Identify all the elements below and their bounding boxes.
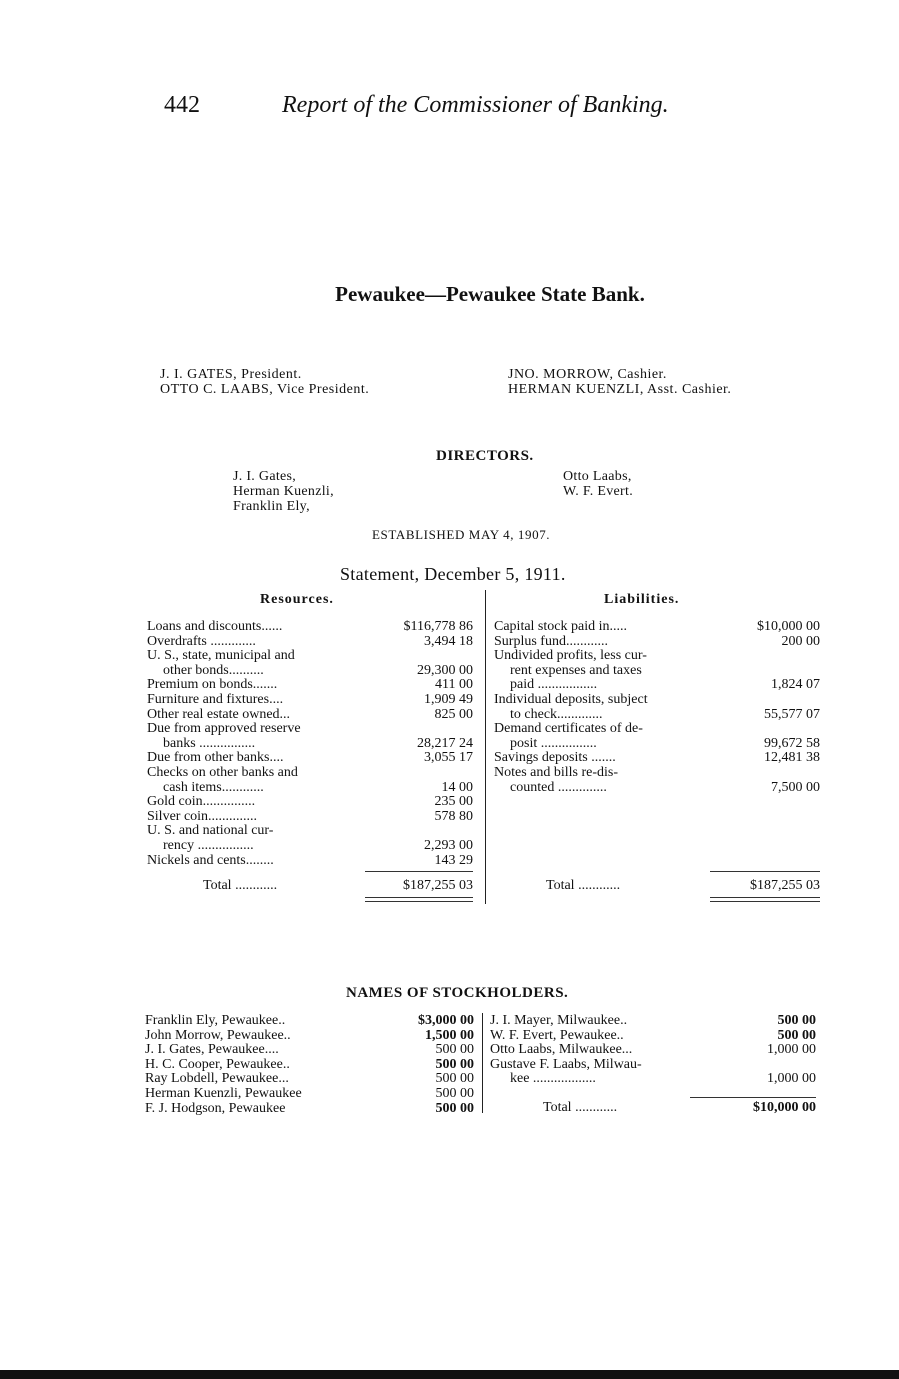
list-item: F. J. Hodgson, Pewaukee 500 00: [145, 1100, 474, 1116]
resources-total-row: Total ............ $187,255 03: [203, 878, 473, 893]
stockholders-total-row: Total ............ $10,000 00: [543, 1100, 816, 1115]
resources-table: [147, 620, 473, 868]
table-row: Checks on other banks and: [147, 764, 298, 780]
director-name: Otto Laabs,: [563, 469, 632, 484]
table-row: banks ................ 28,217 24: [163, 735, 473, 751]
liabilities-subtotal-rule: [710, 871, 820, 872]
table-row: Notes and bills re-dis-: [494, 764, 619, 780]
page-number: 442: [164, 92, 200, 118]
established-date: ESTABLISHED MAY 4, 1907.: [372, 527, 551, 542]
table-row: rent expenses and taxes: [510, 662, 642, 678]
list-item: Herman Kuenzli, Pewaukee 500 00: [145, 1085, 474, 1101]
director-name: W. F. Evert.: [563, 484, 634, 499]
resources-heading: Resources.: [260, 592, 334, 607]
liabilities-total-row: Total ............ $187,255 03: [546, 878, 820, 893]
table-row: other bonds.......... 29,300 00: [163, 662, 473, 678]
stockholders-right-list: [490, 1014, 816, 1087]
statement-title: Statement, December 5, 1911.: [340, 564, 566, 584]
list-item: Ray Lobdell, Pewaukee... 500 00: [145, 1071, 474, 1087]
resources-subtotal-rule: [365, 871, 473, 872]
list-item: J. I. Mayer, Milwaukee.. 500 00: [490, 1013, 816, 1028]
liabilities-table: [494, 620, 820, 795]
table-row: Individual deposits, subject: [494, 691, 648, 707]
table-row: rency ................ 2,293 00: [163, 837, 473, 853]
directors-left: [233, 469, 334, 514]
officer-vice-president: OTTO C. LAABS, Vice President.: [160, 382, 370, 397]
list-item: Franklin Ely, Pewaukee.. $3,000 00: [145, 1013, 474, 1028]
stockholders-column-divider: [482, 1013, 483, 1113]
list-item: J. I. Gates, Pewaukee.... 500 00: [145, 1042, 474, 1058]
running-title: Report of the Commissioner of Banking.: [282, 92, 669, 118]
officers-left: [160, 367, 369, 397]
statement-column-divider: [485, 590, 486, 904]
table-row: Other real estate owned... 825 00: [147, 706, 473, 722]
resources-total-rule: [365, 897, 473, 902]
table-row: Capital stock paid in..... $10,000 00: [494, 619, 820, 634]
table-row: U. S., state, municipal and: [147, 648, 295, 664]
table-row: Loans and discounts...... $116,778 86: [147, 619, 473, 634]
table-row: Premium on bonds....... 411 00: [147, 677, 473, 693]
table-row: Surplus fund............ 200 00: [494, 633, 820, 649]
table-row: Demand certificates of de-: [494, 721, 643, 737]
officer-asst-cashier: HERMAN KUENZLI, Asst. Cashier.: [508, 382, 732, 397]
table-row: paid ................. 1,824 07: [510, 677, 820, 693]
list-item: John Morrow, Pewaukee.. 1,500 00: [145, 1027, 474, 1043]
scan-edge: [0, 1370, 899, 1379]
table-row: cash items............ 14 00: [163, 779, 473, 795]
table-row: Gold coin............... 235 00: [147, 794, 473, 810]
table-row: Overdrafts ............. 3,494 18: [147, 633, 473, 649]
list-item: Gustave F. Laabs, Milwau-: [490, 1056, 642, 1072]
liabilities-heading: Liabilities.: [604, 592, 680, 607]
officer-cashier: JNO. MORROW, Cashier.: [508, 367, 667, 382]
liabilities-total-rule: [710, 897, 820, 902]
list-item: H. C. Cooper, Pewaukee.. 500 00: [145, 1056, 474, 1072]
table-row: Nickels and cents........ 143 29: [147, 852, 473, 868]
table-row: Furniture and fixtures.... 1,909 49: [147, 691, 473, 707]
list-item: W. F. Evert, Pewaukee.. 500 00: [490, 1027, 816, 1043]
director-name: Herman Kuenzli,: [233, 484, 334, 499]
list-item: Otto Laabs, Milwaukee... 1,000 00: [490, 1042, 816, 1058]
table-row: Silver coin.............. 578 80: [147, 808, 473, 824]
officers-right: [508, 367, 731, 397]
table-row: counted .............. 7,500 00: [510, 779, 820, 795]
table-row: Due from other banks.... 3,055 17: [147, 750, 473, 766]
list-item: kee .................. 1,000 00: [510, 1071, 816, 1087]
directors-right: [563, 469, 633, 499]
officer-president: J. I. GATES, President.: [160, 367, 302, 382]
table-row: to check............. 55,577 07: [510, 706, 820, 722]
directors-heading: DIRECTORS.: [436, 448, 534, 464]
table-row: U. S. and national cur-: [147, 823, 274, 839]
director-name: J. I. Gates,: [233, 469, 297, 484]
stockholders-left-list: [145, 1014, 474, 1116]
stockholders-total-rule: [690, 1097, 816, 1098]
table-row: Due from approved reserve: [147, 721, 301, 737]
table-row: Savings deposits ....... 12,481 38: [494, 750, 820, 766]
table-row: posit ................ 99,672 58: [510, 735, 820, 751]
director-name: Franklin Ely,: [233, 499, 310, 514]
table-row: Undivided profits, less cur-: [494, 648, 647, 664]
stockholders-heading: NAMES OF STOCKHOLDERS.: [346, 985, 569, 1001]
bank-title: Pewaukee—Pewaukee State Bank.: [335, 282, 645, 306]
